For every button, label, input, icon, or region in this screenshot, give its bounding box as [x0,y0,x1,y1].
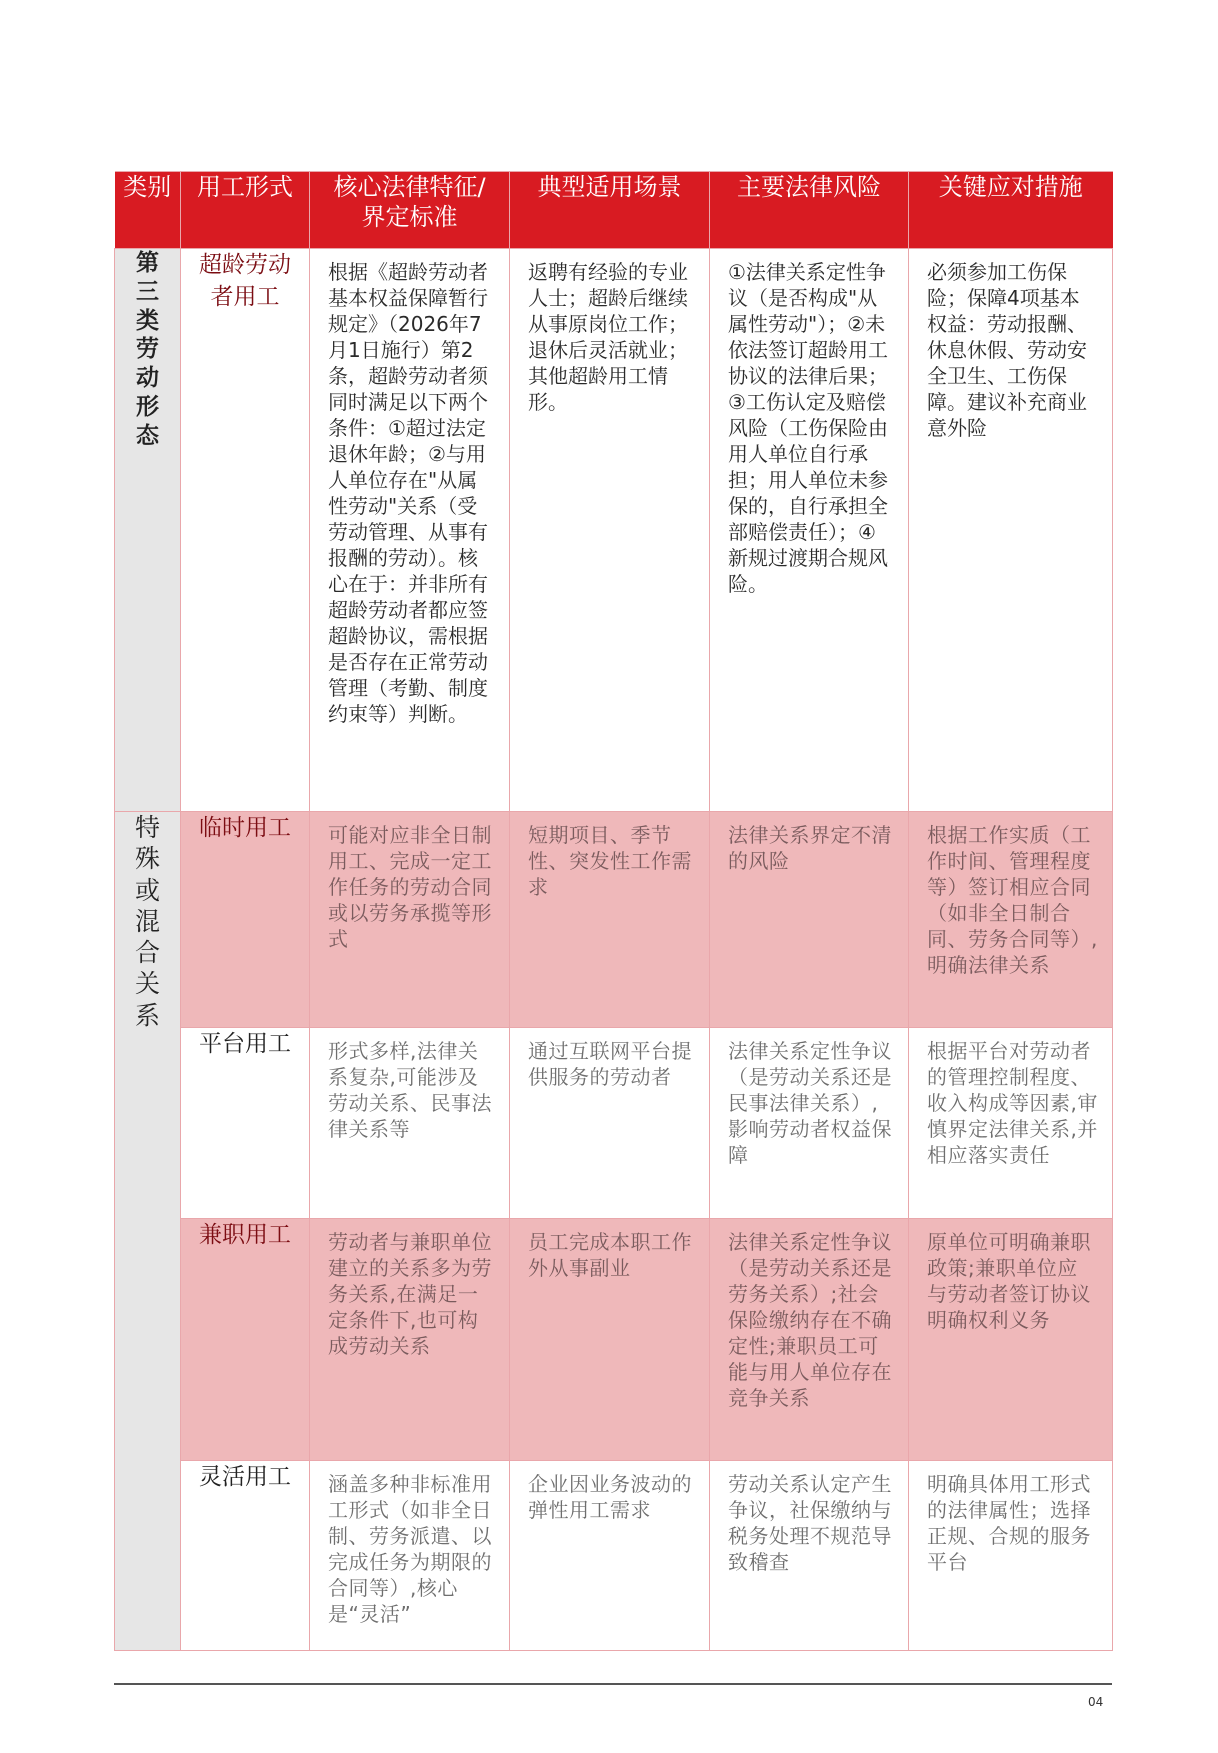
header-form: 用工形式 [181,172,310,249]
risk-cell: 法律关系定性争议（是劳动关系还是劳务关系）;社会保险缴纳存在不确定性;兼职员工可能与用人单位存在竞争关系 [710,1219,909,1461]
table-row [115,249,1113,812]
header-feature: 核心法律特征/界定标准 [310,172,510,249]
form-cell: 平台用工 [181,1028,310,1219]
table-row [115,812,1113,1028]
header-measure: 关键应对措施 [909,172,1113,249]
scene-cell: 企业因业务波动的弹性用工需求 [510,1461,710,1651]
table-row [115,1461,1113,1651]
feature-cell: 可能对应非全日制用工、完成一定工作任务的劳动合同或以劳务承揽等形式 [310,812,510,1028]
risk-cell: 法律关系界定不清的风险 [710,812,909,1028]
measure-cell: 原单位可明确兼职政策;兼职单位应与劳动者签订协议明确权利义务 [909,1219,1113,1461]
feature-cell: 根据《超龄劳动者基本权益保障暂行规定》（2026年7月1日施行）第2条，超龄劳动者须同时满足以下两个条件：①超过法定退休年龄；②与用人单位存在"从属性劳动"关系（受劳动管理、从事有报酬的劳动）。核心在于：并非所有超龄劳动者都应签超龄协议，需根据是否存在正常劳动管理（考勤、制度约束等）判断。 [310,249,510,812]
employment-forms-table [114,171,1113,1651]
risk-cell: 法律关系定性争议（是劳动关系还是民事法律关系）,影响劳动者权益保障 [710,1028,909,1219]
measure-cell: 根据工作实质（工作时间、管理程度等）签订相应合同（如非全日制合同、劳务合同等）,明确法律关系 [909,812,1113,1028]
table-row [115,1028,1113,1219]
feature-cell: 形式多样,法律关系复杂,可能涉及劳动关系、民事法律关系等 [310,1028,510,1219]
scene-cell: 员工完成本职工作外从事副业 [510,1219,710,1461]
header-row [115,172,1113,249]
category-cell [115,812,181,1651]
risk-cell: ①法律关系定性争议（是否构成"从属性劳动"）；②未依法签订超龄用工协议的法律后果；③工伤认定及赔偿风险（工伤保险由用人单位自行承担；用人单位未参保的，自行承担全部赔偿责任）；④新规过渡期合规风险。 [710,249,909,812]
measure-cell: 根据平台对劳动者的管理控制程度、收入构成等因素,审慎界定法律关系,并相应落实责任 [909,1028,1113,1219]
header-risk: 主要法律风险 [710,172,909,249]
header-scene: 典型适用场景 [510,172,710,249]
category-label: 第三类劳动形态 [135,250,159,449]
form-cell: 超龄劳动者用工 [181,249,310,812]
scene-cell: 通过互联网平台提供服务的劳动者 [510,1028,710,1219]
measure-cell: 必须参加工伤保险；保障4项基本权益：劳动报酬、休息休假、劳动安全卫生、工伤保障。建议补充商业意外险 [909,249,1113,812]
table-row [115,1219,1113,1461]
scene-cell: 返聘有经验的专业人士；超龄后继续从事原岗位工作；退休后灵活就业；其他超龄用工情形。 [510,249,710,812]
header-category: 类别 [115,172,181,249]
feature-cell: 劳动者与兼职单位建立的关系多为劳务关系,在满足一定条件下,也可构成劳动关系 [310,1219,510,1461]
page-number: 04 [1088,1695,1104,1709]
risk-cell: 劳动关系认定产生争议，社保缴纳与税务处理不规范导致稽查 [710,1461,909,1651]
category-cell [115,249,181,812]
scene-cell: 短期项目、季节性、突发性工作需求 [510,812,710,1028]
category-label: 特殊或混合关系 [134,813,160,1030]
footer-divider [114,1683,1112,1685]
form-cell: 兼职用工 [181,1219,310,1461]
measure-cell: 明确具体用工形式的法律属性；选择正规、合规的服务平台 [909,1461,1113,1651]
form-cell: 临时用工 [181,812,310,1028]
form-cell: 灵活用工 [181,1461,310,1651]
feature-cell: 涵盖多种非标准用工形式（如非全日制、劳务派遣、以完成任务为期限的合同等）,核心是“灵活” [310,1461,510,1651]
